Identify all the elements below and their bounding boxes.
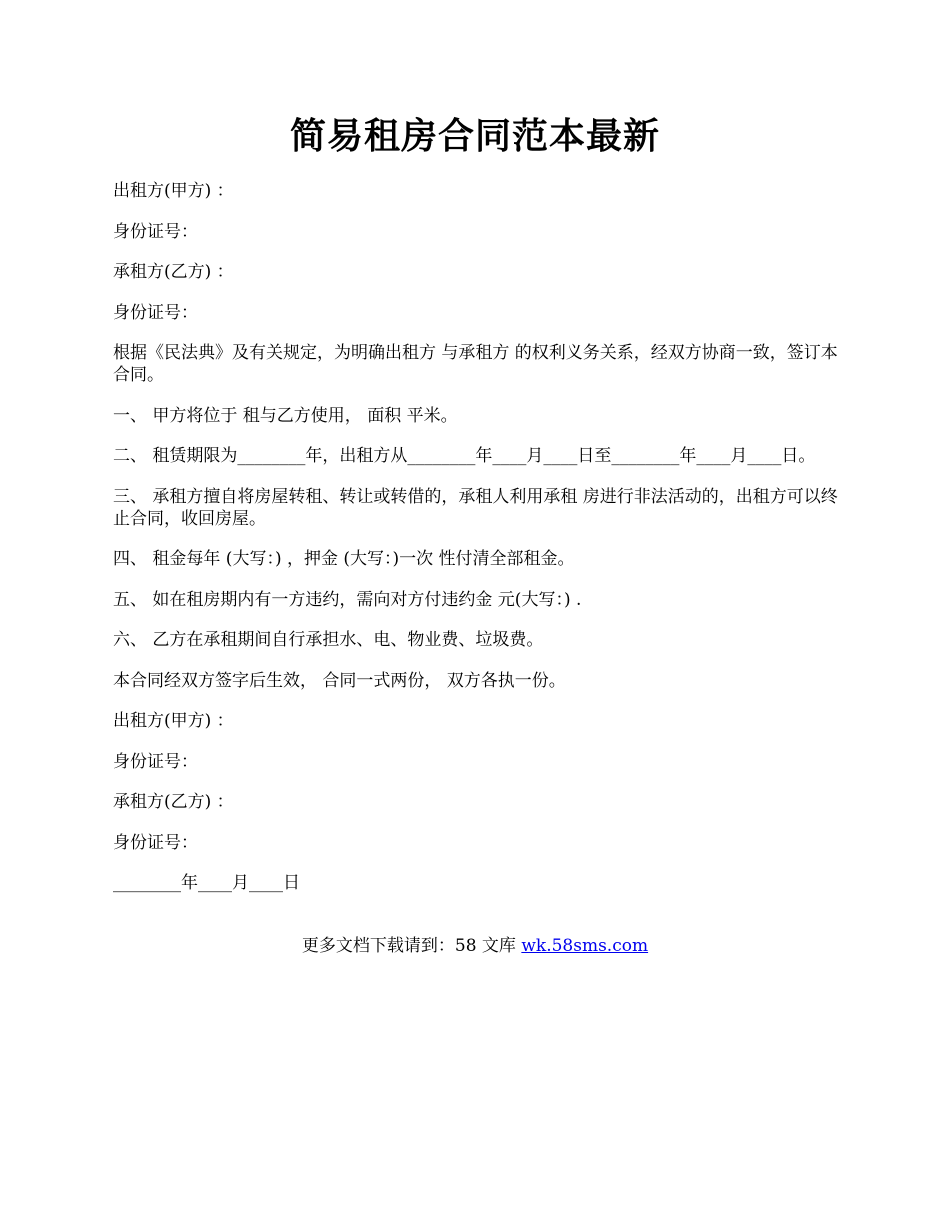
- signature-date-line: ________年____月____日: [113, 873, 300, 893]
- effective-clause: 本合同经双方签字后生效， 合同一式两份， 双方各执一份。: [113, 670, 566, 691]
- download-footer: [0, 935, 950, 957]
- clause-6: 六、 乙方在承租期间自行承担水、电、物业费、垃圾费。: [113, 630, 544, 650]
- lessee-party-line: 承租方(乙方) ：: [113, 262, 234, 282]
- footer-link[interactable]: wk.58sms.com: [521, 936, 649, 956]
- signature-lessee-line: 承租方(乙方) ：: [113, 792, 234, 812]
- lessor-id-line: 身份证号：: [113, 221, 198, 242]
- signature-lessee-id-line: 身份证号：: [113, 832, 198, 853]
- signature-lessor-id-line: 身份证号：: [113, 751, 198, 772]
- lessee-id-line: 身份证号：: [113, 302, 198, 323]
- footer-prefix: 更多文档下载请到：58 文库: [301, 936, 522, 956]
- clause-4: 四、 租金每年 (大写：) ，押金 (大写：)一次 性付清全部租金。: [113, 549, 575, 569]
- contract-preamble: 根据《民法典》及有关规定，为明确出租方 与承租方 的权利义务关系，经双方协商一致，签订本合同。: [113, 343, 838, 385]
- clause-3: 三、 承租方擅自将房屋转租、转让或转借的，承租人利用承租 房进行非法活动的，出租方可以终止合同，收回房屋。: [113, 486, 838, 529]
- clause-5: 五、 如在租房期内有一方违约，需向对方付违约金 元(大写：) .: [113, 589, 582, 610]
- signature-lessor-line: 出租方(甲方) ：: [113, 711, 234, 731]
- clause-1: 一、 甲方将位于 租与乙方使用， 面积 平米。: [113, 405, 458, 426]
- document-title: 简易租房合同范本最新: [289, 115, 660, 157]
- document-body: [113, 180, 843, 913]
- lessor-party-line: 出租方(甲方) ：: [113, 181, 234, 201]
- clause-2: 二、 租赁期限为________年，出租方从________年____月____日至________年____月____日。: [113, 446, 816, 466]
